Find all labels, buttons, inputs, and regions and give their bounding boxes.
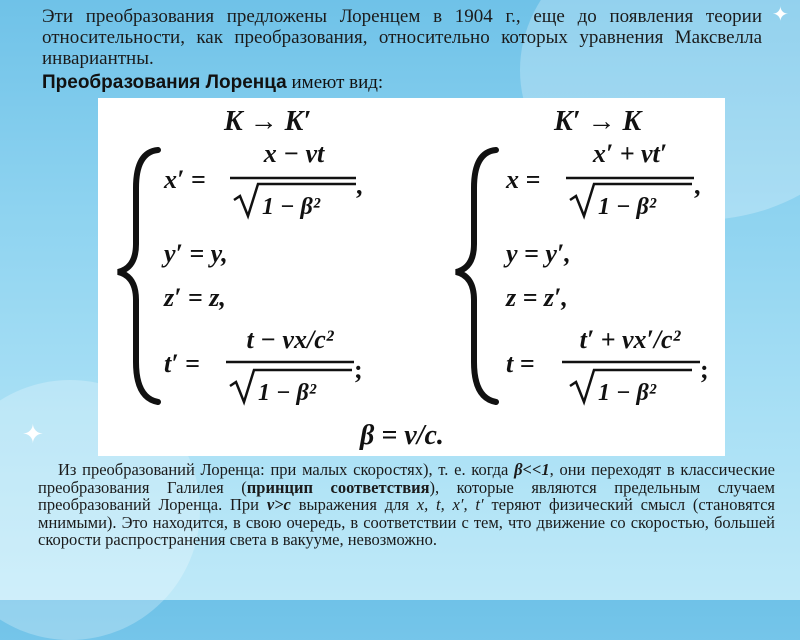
right-x-comma: ,	[694, 171, 701, 200]
explanation-part-4: выражения для	[290, 495, 417, 515]
left-x-numerator: x − vt	[263, 139, 325, 168]
intro-paragraph: Эти преобразования предложены Лоренцем в 1904 г., еще до появления теории относительности, как преобразования, относительно которых уравнения Максвелла инвариантны.	[42, 6, 762, 69]
lorentz-formulas-figure	[98, 98, 725, 456]
explanation-part-2: , они переходят в классические преобразования Галилея (	[38, 460, 775, 497]
lorentz-formulas-panel	[98, 98, 725, 456]
left-x-lhs: x′ =	[164, 165, 206, 194]
left-z-eq: z′ = z,	[164, 283, 226, 312]
right-t-lhs: t =	[506, 349, 535, 378]
left-t-lhs: t′ =	[164, 349, 200, 378]
right-x-denominator: 1 − β²	[598, 194, 657, 220]
correspondence-principle: принцип соответствия	[246, 477, 430, 497]
right-t-denominator: 1 − β²	[598, 380, 657, 406]
explanation-part-5: теряют физический смысл (становятся мнимыми). Это находится, в свою очередь, в соответствии с тем, что движение со скоростью, большей скорости распространения света в вакууме, невозможно.	[38, 495, 775, 550]
left-t-semicolon: ;	[354, 355, 363, 384]
beta-condition: β<<1	[514, 460, 550, 479]
right-x-numerator: x′ + vt′	[592, 139, 668, 168]
right-x-lhs: x =	[506, 165, 541, 194]
right-y-eq: y = y′,	[506, 239, 571, 268]
speed-condition: v>c	[266, 495, 291, 515]
formulas-heading	[42, 72, 383, 94]
explanation-paragraph	[38, 461, 775, 549]
intro-text	[42, 6, 762, 69]
sparkle-icon: ✦	[772, 2, 789, 26]
right-brace	[456, 150, 496, 402]
variables-list: x, t, x′, t′	[416, 495, 484, 515]
right-t-numerator: t′ + vx′/c²	[579, 325, 681, 354]
left-brace	[118, 150, 158, 402]
left-title: K → K′	[224, 106, 312, 137]
right-title: K′ → K	[554, 106, 642, 137]
left-x-comma: ,	[356, 171, 363, 200]
formulas-heading-rest: имеют вид:	[286, 72, 384, 93]
right-t-semicolon: ;	[700, 355, 709, 384]
explanation-part-3: ), которые являются предельным случаем преобразований Лоренца. При	[38, 477, 775, 515]
right-z-eq: z = z′,	[506, 283, 568, 312]
left-y-eq: y′ = y,	[164, 239, 228, 268]
left-x-denominator: 1 − β²	[262, 194, 321, 220]
left-t-denominator: 1 − β²	[258, 380, 317, 406]
explanation-text	[38, 461, 775, 549]
left-t-numerator: t − vx/c²	[246, 325, 334, 354]
formulas-heading-bold: Преобразования Лоренца	[42, 72, 287, 93]
explanation-part-1: Из преобразований Лоренца: при малых скоростях), т. е. когда	[58, 460, 515, 479]
beta-definition: β = v/c.	[360, 420, 444, 451]
sparkle-icon: ✦	[22, 420, 44, 450]
